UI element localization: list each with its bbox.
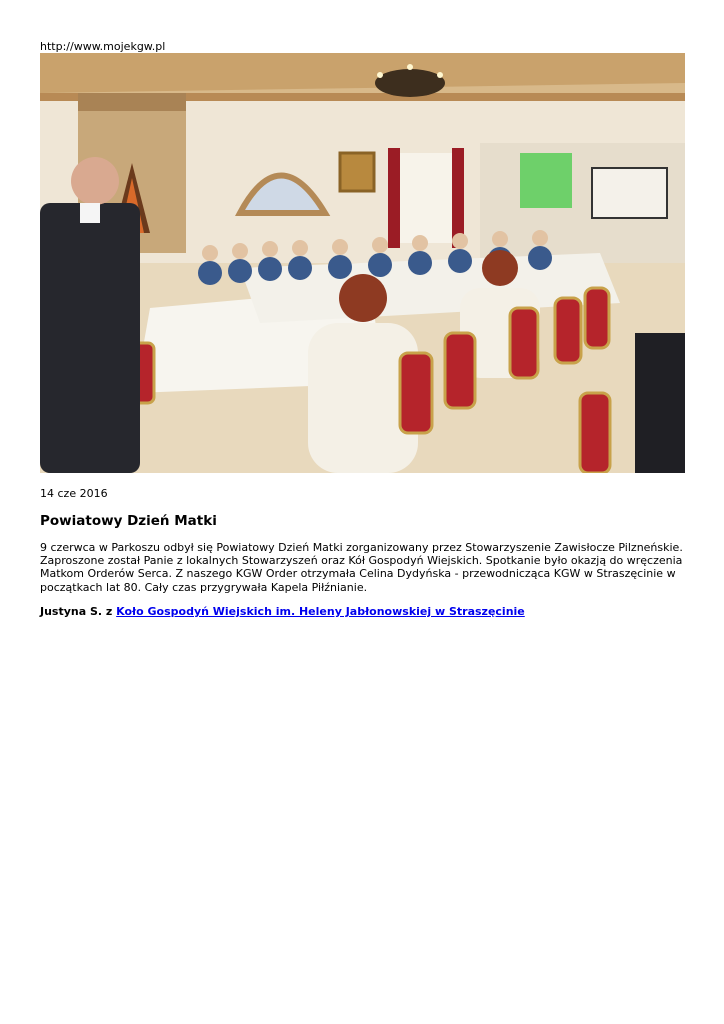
article-date: 14 cze 2016 (40, 487, 108, 500)
banquet-hall-illustration (40, 53, 685, 473)
author-joiner: z (102, 605, 117, 618)
article-title: Powiatowy Dzień Matki (40, 513, 217, 529)
article-body: 9 czerwca w Parkoszu odbył się Powiatowy Dzień Matki zorganizowany przez Stowarzyszenie Zawisłocze Pilzneńskie. Zaproszone został Panie z lokalnych Stowarzyszeń oraz Kół Gospodyń Wiejskich. Spotkanie było okazją do wręczenia Matkom Orderów Serca. Z naszego KGW Order otrzymała Celina Dydyńska - przewodnicząca KGW w Straszęcinie w początkach lat 80. Cały czas przygrywała Kapela Piłźnianie. (40, 541, 683, 594)
article-photo (40, 53, 685, 473)
author-name: Justyna S. (40, 605, 103, 618)
source-url: http://www.mojekgw.pl (40, 40, 166, 53)
organization-link[interactable]: Koło Gospodyń Wiejskich im. Heleny Jabłonowskiej w Straszęcinie (116, 605, 525, 618)
author-line (40, 605, 525, 618)
